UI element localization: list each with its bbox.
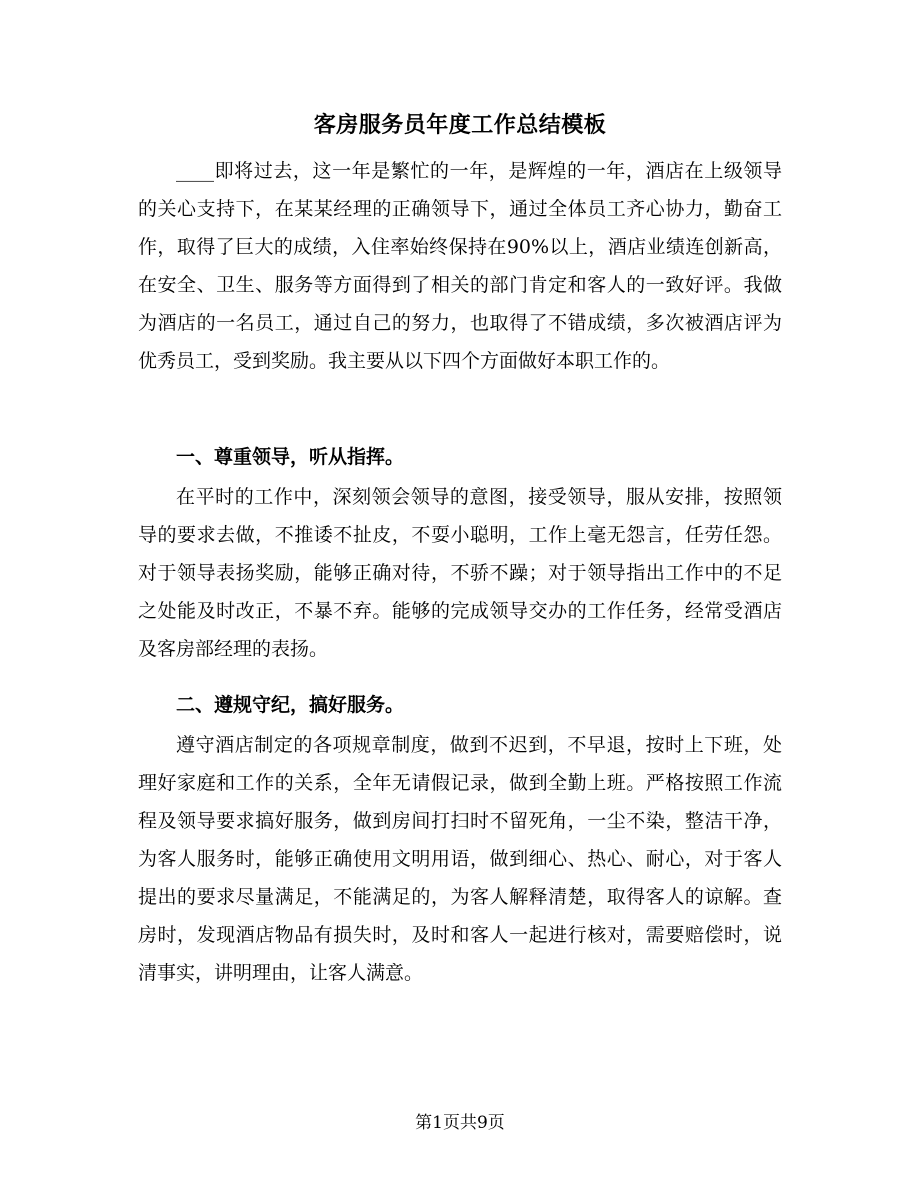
section-2-heading: 二、遵规守纪，搞好服务。 <box>176 694 405 716</box>
section-2-body: 遵守酒店制定的各项规章制度，做到不迟到，不早退，按时上下班，处理好家庭和工作的关系，全年无请假记录，做到全勤上班。严格按照工作流程及领导要求搞好服务，做到房间打扫时不留死角，一尘不染，整洁干净，为客人服务时，能够正确使用文明用语，做到细心、热心、耐心，对于客人提出的要求尽量满足，不能满足的，为客人解释清楚，取得客人的谅解。查房时，发现酒店物品有损失时，及时和客人一起进行核对，需要赔偿时，说清事实，讲明理由，让客人满意。 <box>138 734 782 984</box>
section-1-heading: 一、尊重领导，听从指挥。 <box>176 446 405 468</box>
document-title: 客房服务员年度工作总结模板 <box>313 112 607 138</box>
section-1-body: 在平时的工作中，深刻领会领导的意图，接受领导，服从安排，按照领导的要求去做，不推诿不扯皮，不耍小聪明，工作上毫无怨言，任劳任怨。对于领导表扬奖励，能够正确对待，不骄不躁；对于领导指出工作中的不足之处能及时改正，不暴不弃。能够的完成领导交办的工作任务，经常受酒店及客房部经理的表扬。 <box>138 486 782 660</box>
intro-paragraph: ____即将过去，这一年是繁忙的一年，是辉煌的一年，酒店在上级领导的关心支持下，在某某经理的正确领导下，通过全体员工齐心协力，勤奋工作，取得了巨大的成绩，入住率始终保持在90%以上，酒店业绩连创新高，在安全、卫生、服务等方面得到了相关的部门肯定和客人的一致好评。我做为酒店的一名员工，通过自己的努力，也取得了不错成绩，多次被酒店评为优秀员工，受到奖励。我主要从以下四个方面做好本职工作的。 <box>138 160 782 372</box>
page-footer: 第1页共9页 <box>415 1113 505 1133</box>
